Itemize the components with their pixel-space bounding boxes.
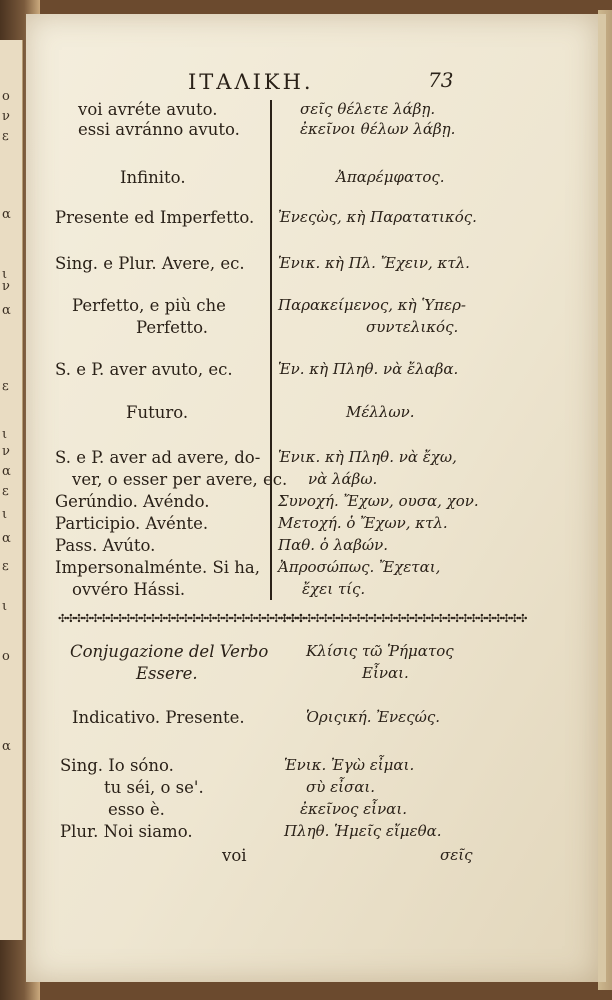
right-line: σὺ εἶσαι. xyxy=(306,778,376,796)
column-divider xyxy=(270,100,272,600)
prev-glyph: ε xyxy=(2,484,9,499)
section-heading-greek: Κλίσις τῶ Ῥήματος xyxy=(306,642,454,660)
previous-page-edge xyxy=(0,40,23,940)
left-line: Futuro. xyxy=(126,403,189,422)
left-line: Participio. Avénte. xyxy=(55,514,209,533)
section-heading-italian: Conjugazione del Verbo xyxy=(70,642,269,661)
prev-glyph: α xyxy=(2,739,11,754)
left-line: Plur. Noi siamo. xyxy=(60,822,193,841)
left-line: ver, o esser per avere, ec. xyxy=(72,470,288,489)
prev-glyph: ε xyxy=(2,129,9,144)
left-line: esso è. xyxy=(108,800,165,819)
left-line: Gerúndio. Avéndo. xyxy=(55,492,210,511)
section-heading-italian: Essere. xyxy=(136,664,198,683)
prev-glyph: ο xyxy=(2,89,10,104)
prev-glyph: ο xyxy=(2,649,10,664)
prev-glyph: ε xyxy=(2,379,9,394)
prev-glyph: ε xyxy=(2,559,9,574)
right-line: Ἀπαρέμφατος. xyxy=(336,168,445,186)
left-line: Impersonalménte. Si ha, xyxy=(55,558,260,577)
left-line: ovvéro Hássi. xyxy=(72,580,186,599)
right-line: σεῖς θέλετε λάβῃ. xyxy=(300,100,436,118)
catchword-right: σεῖς xyxy=(440,846,473,864)
prev-glyph: α xyxy=(2,531,11,546)
left-line: Presente ed Imperfetto. xyxy=(55,208,255,227)
left-line: Indicativo. Presente. xyxy=(72,708,245,727)
left-line: Perfetto. xyxy=(136,318,209,337)
left-line: Perfetto, e più che xyxy=(72,296,226,315)
right-line: συντελικός. xyxy=(366,318,459,336)
prev-glyph: ι xyxy=(2,427,8,442)
right-line: Ὁριςική. Ἐνεςώς. xyxy=(306,708,440,726)
prev-glyph: α xyxy=(2,303,11,318)
left-line: Pass. Avúto. xyxy=(55,536,156,555)
section-heading-greek: Εἶναι. xyxy=(362,664,409,682)
page-number: 73 xyxy=(428,68,454,92)
left-line: Infinito. xyxy=(120,168,186,187)
prev-glyph: α xyxy=(2,207,11,222)
header-title: ΙΤΑΛΙΚΗ. xyxy=(188,70,314,94)
right-line: Μετοχή. ὁ Ἔχων, κτλ. xyxy=(278,514,448,532)
left-line: Sing. e Plur. Avere, ec. xyxy=(55,254,245,273)
catchword-left: voi xyxy=(222,846,247,865)
left-line: Sing. Io sóno. xyxy=(60,756,174,775)
right-line: Μέλλων. xyxy=(346,403,415,421)
right-line: Παθ. ὁ λαβών. xyxy=(278,536,389,554)
right-line: Ἐνεςὼς, κὴ Παρατατικός. xyxy=(278,208,477,226)
right-line: ἔχει τίς. xyxy=(302,580,366,598)
prev-glyph: ν xyxy=(2,444,10,459)
left-line: voi avréte avuto. xyxy=(78,100,218,119)
right-line: Ἑνικ. Ἐγὼ εἶμαι. xyxy=(284,756,415,774)
prev-glyph: ι xyxy=(2,267,8,282)
right-line: Ἑν. κὴ Πληθ. νὰ ἔλαβα. xyxy=(278,360,459,378)
prev-glyph: ι xyxy=(2,599,8,614)
right-line: Πληθ. Ἡμεῖς εἴμεθα. xyxy=(284,822,442,840)
left-line: tu séi, o se'. xyxy=(104,778,204,797)
previous-page-text xyxy=(2,40,20,940)
left-line: essi avránno avuto. xyxy=(78,120,240,139)
prev-glyph: ι xyxy=(2,507,8,522)
prev-glyph: α xyxy=(2,464,11,479)
right-line: νὰ λάβω. xyxy=(308,470,378,488)
right-line: Παρακείμενος, κὴ Ὑπερ- xyxy=(278,296,466,314)
right-line: Συνοχή. Ἔχων, ουσα, χον. xyxy=(278,492,479,510)
right-line: Ἑνικ. κὴ Πληθ. νὰ ἔχω, xyxy=(278,448,457,466)
ornament-band-right: ✣✣✣✣✣✣✣✣✣✣✣✣✣✣✣✣✣✣✣✣✣✣✣✣✣✣✣✣✣✣ xyxy=(280,612,527,625)
right-line: Ἀπροσώπως. Ἔχεται, xyxy=(278,558,441,576)
right-line: ἐκεῖνοι θέλων λάβῃ. xyxy=(300,120,456,138)
right-line: ἐκεῖνος εἶναι. xyxy=(300,800,407,818)
left-line: S. e P. aver avuto, ec. xyxy=(55,360,233,379)
ornament-band-left: ✣✣✣✣✣✣✣✣✣✣✣✣✣✣✣✣✣✣✣✣✣✣✣✣✣✣✣✣✣✣ xyxy=(58,612,305,625)
prev-glyph: ν xyxy=(2,279,10,294)
left-line: S. e P. aver ad avere, do- xyxy=(55,448,261,467)
right-line: Ἑνικ. κὴ Πλ. Ἔχειν, κτλ. xyxy=(278,254,470,272)
prev-glyph: ν xyxy=(2,109,10,124)
